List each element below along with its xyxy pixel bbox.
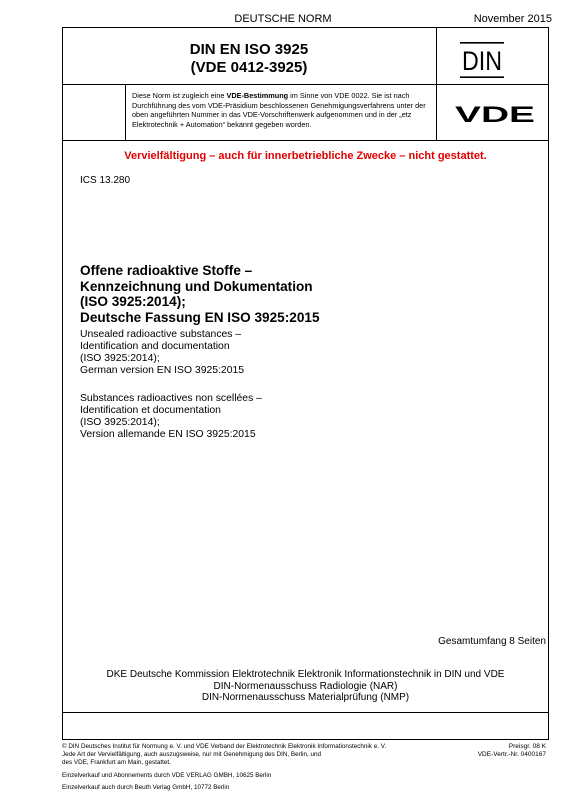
committee-block — [62, 669, 549, 704]
note-text: Diese Norm ist zugleich eine — [132, 91, 227, 100]
committee-line: DKE Deutsche Kommission Elektrotechnik Elektronik Informationstechnik in DIN und VDE — [106, 669, 505, 680]
vde-number: (VDE 0412-3925) — [190, 59, 308, 76]
din-logo — [460, 42, 504, 78]
copyright-line: © DIN Deutsches Institut für Normung e. V. und VDE Verband der Elektrotechnik Elektronik Informationstechnik e. V. — [62, 743, 387, 750]
divider-line — [62, 84, 549, 85]
committee-line: DIN-Normenausschuss Materialprüfung (NMP) — [201, 692, 410, 704]
vde-note — [132, 91, 434, 129]
vde-order-number: VDE-Vertr.-Nr. 0400167 — [477, 751, 546, 759]
title-line: Kennzeichnung und Dokumentation — [80, 278, 313, 294]
note-emphasis: VDE-Bestimmung — [226, 91, 289, 100]
price-block — [478, 743, 546, 759]
ics-code: ICS 13.280 — [80, 175, 131, 186]
title-english — [80, 329, 520, 377]
title-line: Version allemande EN ISO 3925:2015 — [80, 429, 256, 440]
title-line: Deutsche Fassung EN ISO 3925:2015 — [80, 309, 320, 325]
title-line: Offene radioaktive Stoffe – — [80, 263, 253, 278]
divider-line — [62, 712, 549, 713]
standard-number: DIN EN ISO 3925 — [189, 41, 309, 58]
divider-line — [436, 27, 437, 140]
vde-logo — [453, 103, 537, 125]
cover-frame — [62, 27, 549, 740]
title-line: Substances radioactives non scellées – — [80, 393, 262, 404]
note-text: im Sinne von VDE 0022. Sie ist nach Durchführung des vom VDE-Präsidium beschlossenen Genehmigungsverfahrens unter der oben angeführten Nummer in das VDE-Vorschriftenwerk aufgenommen und in der „etz Elektrotechnik + Automation“ bekannt gegeben worden. — [132, 91, 426, 129]
title-line: Unsealed radioactive substances – — [80, 329, 242, 340]
sales-info: Einzelverkauf und Abonnements durch VDE VERLAG GMBH, 10625 Berlin — [62, 772, 272, 779]
copy-warning: Vervielfältigung – auch für innerbetriebliche Zwecke – nicht gestattet. — [124, 150, 487, 162]
title-line: German version EN ISO 3925:2015 — [80, 365, 245, 376]
din-logo-text: DIN — [462, 46, 502, 76]
divider-line — [125, 84, 126, 140]
copyright-notice — [62, 743, 442, 766]
divider-line — [62, 140, 549, 141]
document-type: DEUTSCHE NORM — [234, 13, 332, 25]
title-german — [80, 263, 520, 325]
title-line: Identification and documentation — [80, 341, 230, 352]
total-pages: Gesamtumfang 8 Seiten — [438, 636, 546, 647]
copyright-line: des VDE, Frankfurt am Main, gestattet. — [62, 758, 171, 766]
publication-date: November 2015 — [473, 13, 552, 25]
committee-line: DIN-Normenausschuss Radiologie (NAR) — [213, 680, 398, 692]
title-line: (ISO 3925:2014); — [80, 417, 160, 428]
title-line: Identification et documentation — [80, 405, 221, 416]
standard-number-block — [62, 41, 436, 77]
title-line: (ISO 3925:2014); — [80, 353, 160, 364]
copyright-line: Jede Art der Vervielfältigung, auch auszugsweise, nur mit Genehmigung des DIN, Berlin, und — [62, 750, 322, 758]
sales-info: Einzelverkauf auch durch Beuth Verlag GmbH, 10772 Berlin — [62, 784, 230, 791]
title-line: (ISO 3925:2014); — [80, 294, 186, 310]
title-french — [80, 393, 520, 441]
price-group: Preisgr. 08 K — [508, 743, 546, 750]
vde-logo-text: VDE — [455, 103, 535, 125]
